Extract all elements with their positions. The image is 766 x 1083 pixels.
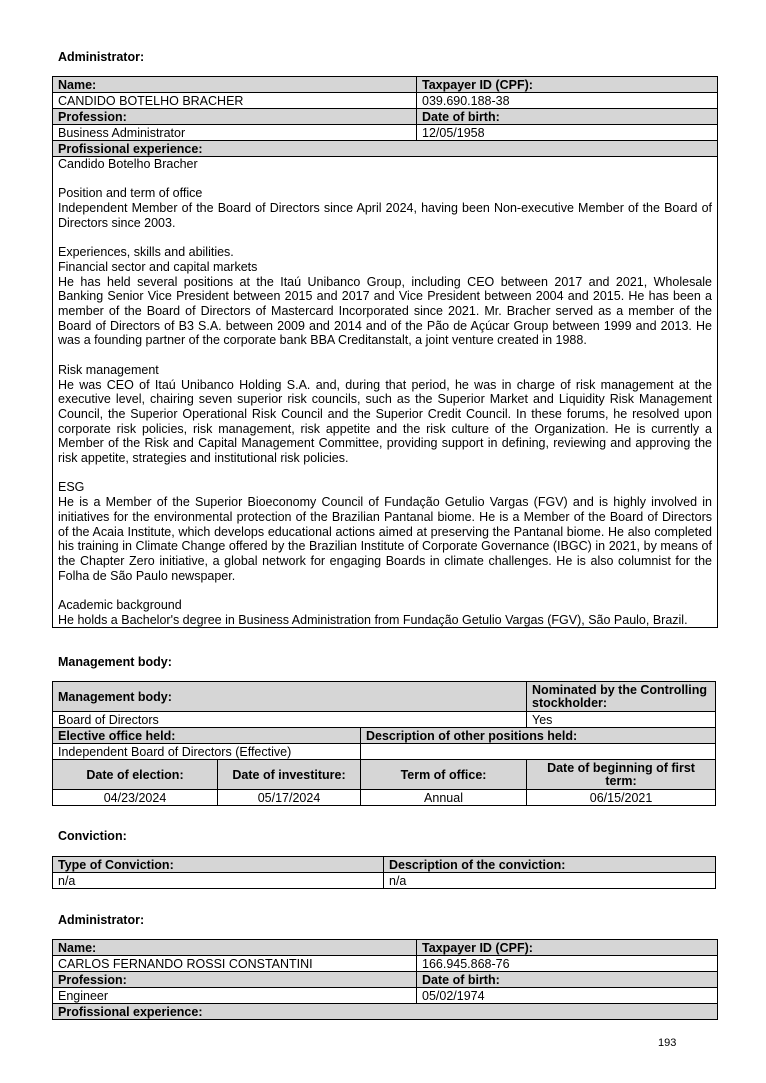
conviction-type-value: n/a xyxy=(53,873,384,889)
experience-heading-position: Position and term of office xyxy=(58,186,203,201)
administrator-table xyxy=(52,76,718,628)
section-title-management-body: Management body: xyxy=(58,655,172,669)
profession-value: Engineer xyxy=(53,988,417,1004)
elective-office-value: Independent Board of Directors (Effective) xyxy=(53,744,361,760)
page-number: 193 xyxy=(658,1037,677,1049)
dob-value: 05/02/1974 xyxy=(417,988,718,1004)
conviction-desc-label: Description of the conviction: xyxy=(384,857,716,873)
experience-esg-text: He is a Member of the Superior Bioeconomy Council of Fundação Getulio Vargas (FGV) and is highly involved in initiatives for the environmental protection of the Brazilian Pantanal biome. He is a Member of the Board of Directors of the Acaia Institute, which develops educational actions aimed at preserving the Pantanal biome. He also completed his training in Climate Change offered by the Brazilian Institute of Corporate Governance (IBGC) in 2021, by means of the Chapter Zero initiative, a global network for engaging Boards in climate challenges. He is also columnist for the Folha de São Paulo newspaper. xyxy=(58,495,712,583)
cpf-label: Taxpayer ID (CPF): xyxy=(417,77,718,93)
experience-heading-skills: Experiences, skills and abilities. xyxy=(58,245,234,260)
first-term-value: 06/15/2021 xyxy=(527,790,716,806)
experience-name: Candido Botelho Bracher xyxy=(58,157,198,171)
experience-label: Profissional experience: xyxy=(53,141,718,157)
section-title-administrator: Administrator: xyxy=(58,50,145,64)
section-title-administrator-2: Administrator: xyxy=(58,913,145,927)
section-title-conviction: Conviction: xyxy=(58,829,127,843)
management-body-table xyxy=(52,681,716,806)
dob-value: 12/05/1958 xyxy=(417,125,718,141)
investiture-date-label: Date of investiture: xyxy=(218,760,361,790)
administrator-table-2 xyxy=(52,939,718,1020)
experience-heading-esg: ESG xyxy=(58,480,85,495)
experience-risk-text: He was CEO of Itaú Unibanco Holding S.A. and, during that period, he was in charge of risk management at the executive level, chairing seven superior risk councils, such as the Superior Market and Liquidity Risk Management Council, the Superior Operational Risk Council and the Superior Credit Council. In these forums, he resolved upon corporate risk policies, risk management, risk appetite and the risk culture of the Organization. He is currently a Member of the Risk and Capital Management Committee, providing support in defining, reviewing and approving the risk appetite, strategies and institutional risk policies. xyxy=(58,377,712,466)
name-label: Name: xyxy=(53,940,417,956)
investiture-date-value: 05/17/2024 xyxy=(218,790,361,806)
nominated-label: Nominated by the Controlling stockholder: xyxy=(527,682,716,712)
experience-text xyxy=(53,157,718,628)
first-term-label: Date of beginning of first term: xyxy=(527,760,716,790)
dob-label: Date of birth: xyxy=(417,109,718,125)
cpf-value: 039.690.188-38 xyxy=(417,93,718,109)
experience-heading-academic: Academic background xyxy=(58,598,182,613)
conviction-type-label: Type of Conviction: xyxy=(53,857,384,873)
name-value: CARLOS FERNANDO ROSSI CONSTANTINI xyxy=(53,956,417,972)
term-label: Term of office: xyxy=(361,760,527,790)
other-positions-value xyxy=(361,744,716,760)
other-positions-label: Description of other positions held: xyxy=(361,728,716,744)
experience-heading-risk: Risk management xyxy=(58,362,159,377)
experience-academic-text: He holds a Bachelor's degree in Business Administration from Fundação Getulio Vargas (FGV), São Paulo, Brazil. xyxy=(58,612,688,627)
management-body-value: Board of Directors xyxy=(53,712,527,728)
experience-heading-financial: Financial sector and capital markets xyxy=(58,259,258,274)
name-value: CANDIDO BOTELHO BRACHER xyxy=(53,93,417,109)
conviction-desc-value: n/a xyxy=(384,873,716,889)
profession-value: Business Administrator xyxy=(53,125,417,141)
election-date-label: Date of election: xyxy=(53,760,218,790)
name-label: Name: xyxy=(53,77,417,93)
conviction-table xyxy=(52,856,716,889)
profession-label: Profession: xyxy=(53,972,417,988)
dob-label: Date of birth: xyxy=(417,972,718,988)
profession-label: Profession: xyxy=(53,109,417,125)
experience-financial-text: He has held several positions at the Itaú Unibanco Group, including CEO between 2017 and 2021, Wholesale Banking Senior Vice President between 2015 and 2017 and Vice President between 2004 and 2015. He has been a member of the Board of Directors of Mastercard Incorporated since 2021. Mr. Bracher served as a member of the Board of Directors of B3 S.A. between 2009 and 2014 and of the Pão de Açúcar Group between 1999 and 2013. He was a founding partner of the corporate bank BBA Creditanstalt, a joint venture created in 1988. xyxy=(58,274,712,348)
experience-label: Profissional experience: xyxy=(53,1004,718,1020)
cpf-label: Taxpayer ID (CPF): xyxy=(417,940,718,956)
election-date-value: 04/23/2024 xyxy=(53,790,218,806)
experience-position-text: Independent Member of the Board of Directors since April 2024, having been Non-executive Member of the Board of Directors since 2003. xyxy=(58,201,712,230)
management-body-label: Management body: xyxy=(53,682,527,712)
cpf-value: 166.945.868-76 xyxy=(417,956,718,972)
nominated-value: Yes xyxy=(527,712,716,728)
term-value: Annual xyxy=(361,790,527,806)
elective-office-label: Elective office held: xyxy=(53,728,361,744)
